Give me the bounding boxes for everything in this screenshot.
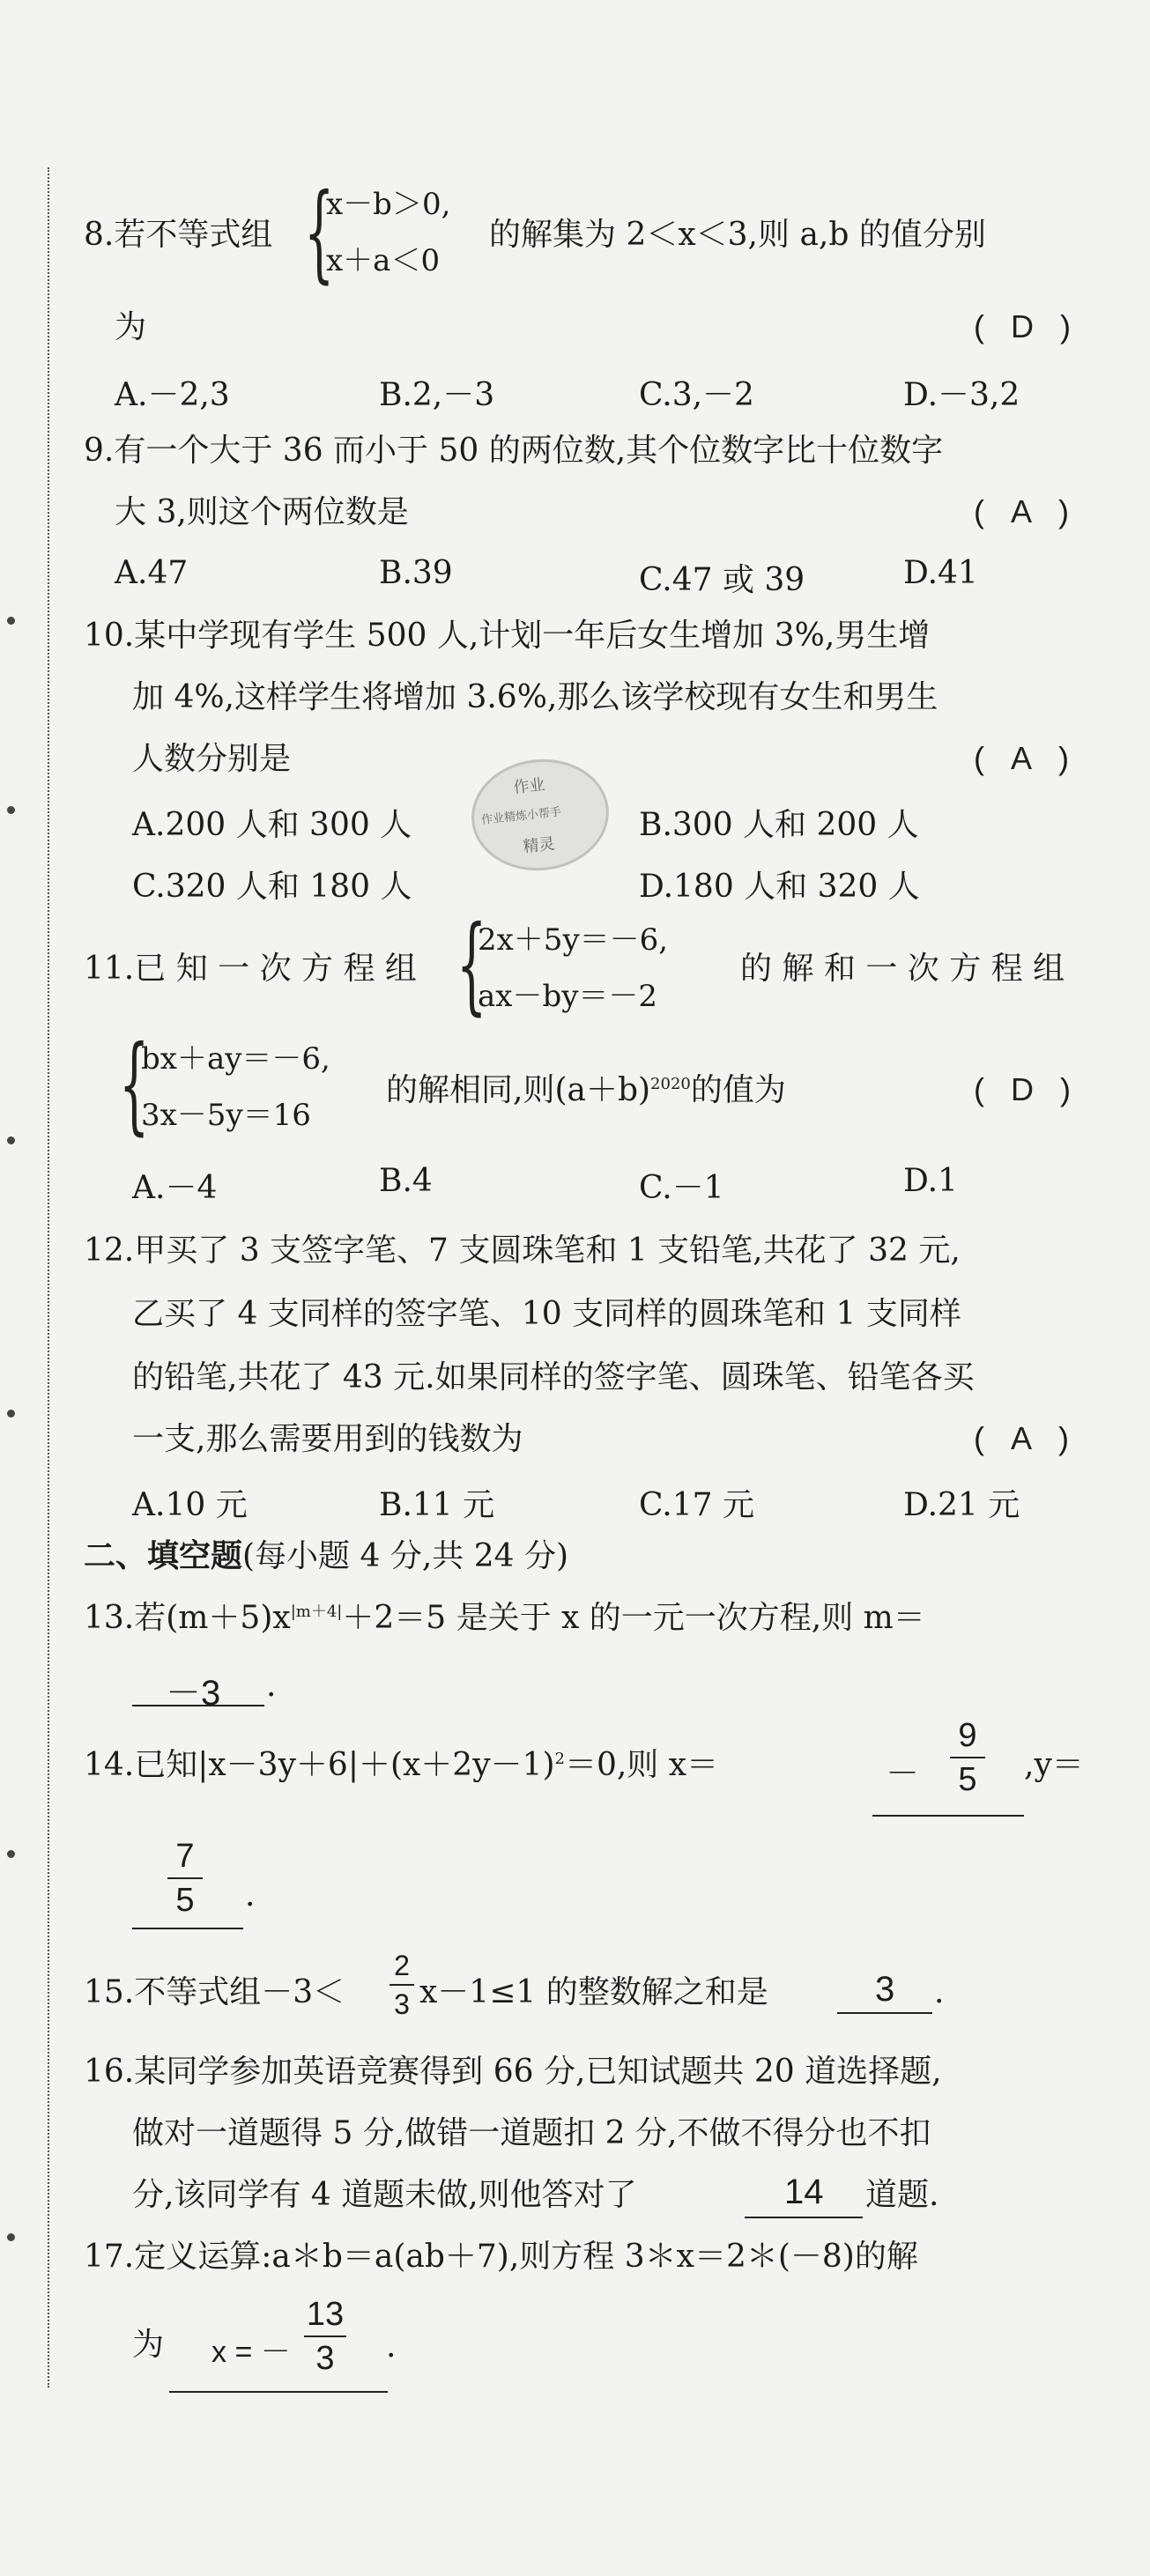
binding-hole (7, 1850, 15, 1858)
q8-brace: { (304, 172, 335, 294)
fraction-bar (167, 1877, 203, 1879)
numerator: 2 (394, 1950, 410, 1981)
q11-option-d: D.1 (903, 1163, 958, 1199)
q16-answer: 14 (784, 2173, 824, 2211)
q10-answer: A (1011, 740, 1033, 776)
q16-stem-line2: 做对一道题得 5 分,做错一道题扣 2 分,不做不得分也不扣 (132, 2115, 931, 2151)
q12-answer: A (1011, 1420, 1033, 1456)
q13-text: 13.若(m＋5)x (84, 1600, 291, 1636)
q13-answer: －3 (166, 1674, 221, 1713)
denominator: 3 (394, 1988, 410, 2020)
q8-option-a: A.－2,3 (115, 377, 230, 413)
stamp-text-middle: 作业精炼小帮手 (480, 805, 562, 827)
q8-option-b: B.2,－3 (379, 377, 495, 413)
q14-text-end: ＝0,则 x＝ (564, 1747, 719, 1783)
q8-option-c: C.3,－2 (639, 377, 754, 413)
binding-hole (7, 617, 15, 625)
stamp-text-top: 作业 (512, 775, 546, 797)
q10-option-a: A.200 人和 300 人 (132, 807, 412, 843)
q17-fraction (304, 2295, 346, 2378)
q8-stem-end: 的解集为 2＜x＜3,则 a,b 的值分别 (489, 217, 986, 253)
q10-option-c: C.320 人和 180 人 (132, 869, 412, 905)
fraction-bar (950, 1757, 985, 1758)
q11-brace-2: { (119, 1024, 150, 1146)
q14-y-label: ,y＝ (1024, 1747, 1084, 1783)
q11-system2-line1: bx＋ay＝－6, (141, 1041, 330, 1077)
q15-stem-end: x－1≤1 的整数解之和是 (419, 1974, 768, 2010)
q9-option-b: B.39 (379, 555, 453, 591)
q11-option-a: A.－4 (132, 1170, 218, 1206)
q13-exponent: |m＋4| (290, 1603, 343, 1621)
q10-option-b: B.300 人和 200 人 (639, 807, 919, 843)
q8-system (307, 176, 450, 289)
q15-period: . (934, 1974, 945, 2010)
binding-hole (7, 806, 15, 814)
q11-system-2 (122, 1031, 330, 1144)
paren: ) (1060, 308, 1072, 344)
q11-text: 的解相同,则(a＋b) (386, 1072, 651, 1108)
q16-stem-line1: 16.某同学参加英语竞赛得到 66 分,已知试题共 20 道选择题, (84, 2054, 942, 2090)
q11-stem-start: 11.已 知 一 次 方 程 组 (84, 951, 417, 987)
q11-option-c: C.－1 (639, 1170, 724, 1206)
q14-exponent: 2 (554, 1750, 565, 1768)
q15-answer: 3 (875, 1970, 895, 2009)
binding-hole (7, 2233, 15, 2241)
denominator: 5 (175, 1882, 195, 1919)
paren: ( (974, 308, 984, 344)
q12-stem-line2: 乙买了 4 支同样的签字笔、10 支同样的圆珠笔和 1 支同样 (132, 1296, 961, 1332)
q15-fraction (390, 1949, 414, 2021)
q14-y-blank (132, 1928, 243, 1929)
q11-answer-bracket: ( D ) (974, 1071, 1071, 1107)
q10-answer-bracket: ( A ) (974, 740, 1070, 776)
q9-answer-bracket: ( A ) (974, 493, 1070, 529)
q9-option-a: A.47 (115, 555, 189, 591)
q14-y-fraction (167, 1837, 203, 1920)
q9-option-d: D.41 (903, 555, 978, 591)
q12-answer-bracket: ( A ) (974, 1420, 1070, 1456)
binding-hole (7, 1136, 15, 1144)
section-note: (每小题 4 分,共 24 分) (242, 1538, 569, 1574)
q14-period: . (245, 1877, 256, 1913)
binding-hole (7, 1410, 15, 1418)
q11-system1-line1: 2x＋5y＝－6, (478, 922, 669, 958)
q9-stem-line1: 9.有一个大于 36 而小于 50 的两位数,其个位数字比十位数字 (84, 433, 944, 469)
fraction-bar (390, 1984, 414, 1986)
q12-stem-line3: 的铅笔,共花了 43 元.如果同样的签字笔、圆珠笔、铅笔各买 (132, 1359, 975, 1395)
q16-stem-line3-end: 道题. (865, 2177, 939, 2213)
q11-brace-1: { (456, 904, 487, 1026)
q12-option-c: C.17 元 (639, 1487, 754, 1523)
q9-answer: A (1011, 493, 1033, 529)
q12-option-a: A.10 元 (132, 1487, 248, 1523)
q11-text-end: 的值为 (690, 1072, 786, 1108)
q8-answer-bracket (974, 308, 1071, 345)
q11-system-1 (456, 904, 669, 1026)
binding-margin-line (48, 167, 49, 2387)
q15-blank (837, 2012, 932, 2014)
q10-stem-line3: 人数分别是 (132, 741, 292, 777)
q8-system-line1: x－b＞0, (326, 187, 451, 222)
q8-stem-line2: 为 (115, 309, 147, 345)
q8-answer: D (1011, 308, 1035, 344)
q17-blank (169, 2391, 388, 2393)
q9-stem-line2: 大 3,则这个两位数是 (115, 494, 409, 530)
q12-stem-line4: 一支,那么需要用到的钱数为 (132, 1421, 523, 1457)
q11-option-b: B.4 (379, 1163, 433, 1199)
q14-x-blank (872, 1815, 1024, 1817)
q12-stem-line1: 12.甲买了 3 支签字笔、7 支圆珠笔和 1 支铅笔,共花了 32 元, (84, 1232, 961, 1269)
q11-system1-line2: ax－by＝－2 (478, 979, 658, 1014)
q11-exponent: 2020 (650, 1075, 691, 1093)
q13-period: . (266, 1668, 277, 1704)
q8-option-d: D.－3,2 (903, 377, 1020, 413)
stamp-text-bottom: 精灵 (522, 834, 556, 857)
numerator: 13 (306, 2296, 345, 2333)
numerator: 9 (958, 1717, 977, 1754)
q12-option-b: B.11 元 (379, 1487, 495, 1523)
q16-blank (745, 2217, 863, 2218)
q10-option-d: D.180 人和 320 人 (639, 869, 920, 905)
q10-stem-line1: 10.某中学现有学生 500 人,计划一年后女生增加 3%,男生增 (84, 618, 931, 654)
section-title: 二、填空题 (84, 1537, 243, 1574)
q10-stem-line2: 加 4%,这样学生将增加 3.6%,那么该学校现有女生和男生 (132, 679, 939, 715)
q14-stem (84, 1746, 718, 1784)
q17-stem-line2: 为 (132, 2327, 165, 2363)
q8-stem-start: 8.若不等式组 (84, 217, 273, 253)
q16-stem-line3: 分,该同学有 4 道题未做,则他答对了 (132, 2177, 637, 2213)
q11-system2-line2: 3x－5y＝16 (141, 1098, 311, 1133)
q8-system-line2: x＋a＜0 (326, 243, 441, 278)
q11-stem-line2 (386, 1071, 786, 1109)
watermark-stamp (466, 752, 614, 877)
section-heading (84, 1537, 568, 1575)
q14-x-fraction (950, 1716, 985, 1799)
q11-answer: D (1011, 1071, 1034, 1107)
q17-stem-line1: 17.定义运算:a＊b＝a(ab＋7),则方程 3＊x＝2＊(－8)的解 (84, 2239, 918, 2275)
q12-option-d: D.21 元 (903, 1487, 1020, 1523)
q13-stem (84, 1599, 925, 1637)
fraction-bar (304, 2335, 346, 2337)
q17-answer-prefix: x = － (211, 2335, 291, 2369)
q14-text: 14.已知|x－3y＋6|＋(x＋2y－1) (84, 1747, 555, 1783)
denominator: 3 (315, 2340, 335, 2377)
numerator: 7 (175, 1838, 195, 1875)
q9-option-c: C.47 或 39 (639, 562, 805, 598)
q17-period: . (386, 2328, 397, 2365)
denominator: 5 (958, 1761, 977, 1798)
q14-x-sign: － (886, 1756, 920, 1793)
q15-stem-start: 15.不等式组－3＜ (84, 1974, 345, 2010)
q11-stem-mid: 的 解 和 一 次 方 程 组 (740, 951, 1065, 987)
q13-text-end: ＋2＝5 是关于 x 的一元一次方程,则 m＝ (342, 1600, 925, 1636)
